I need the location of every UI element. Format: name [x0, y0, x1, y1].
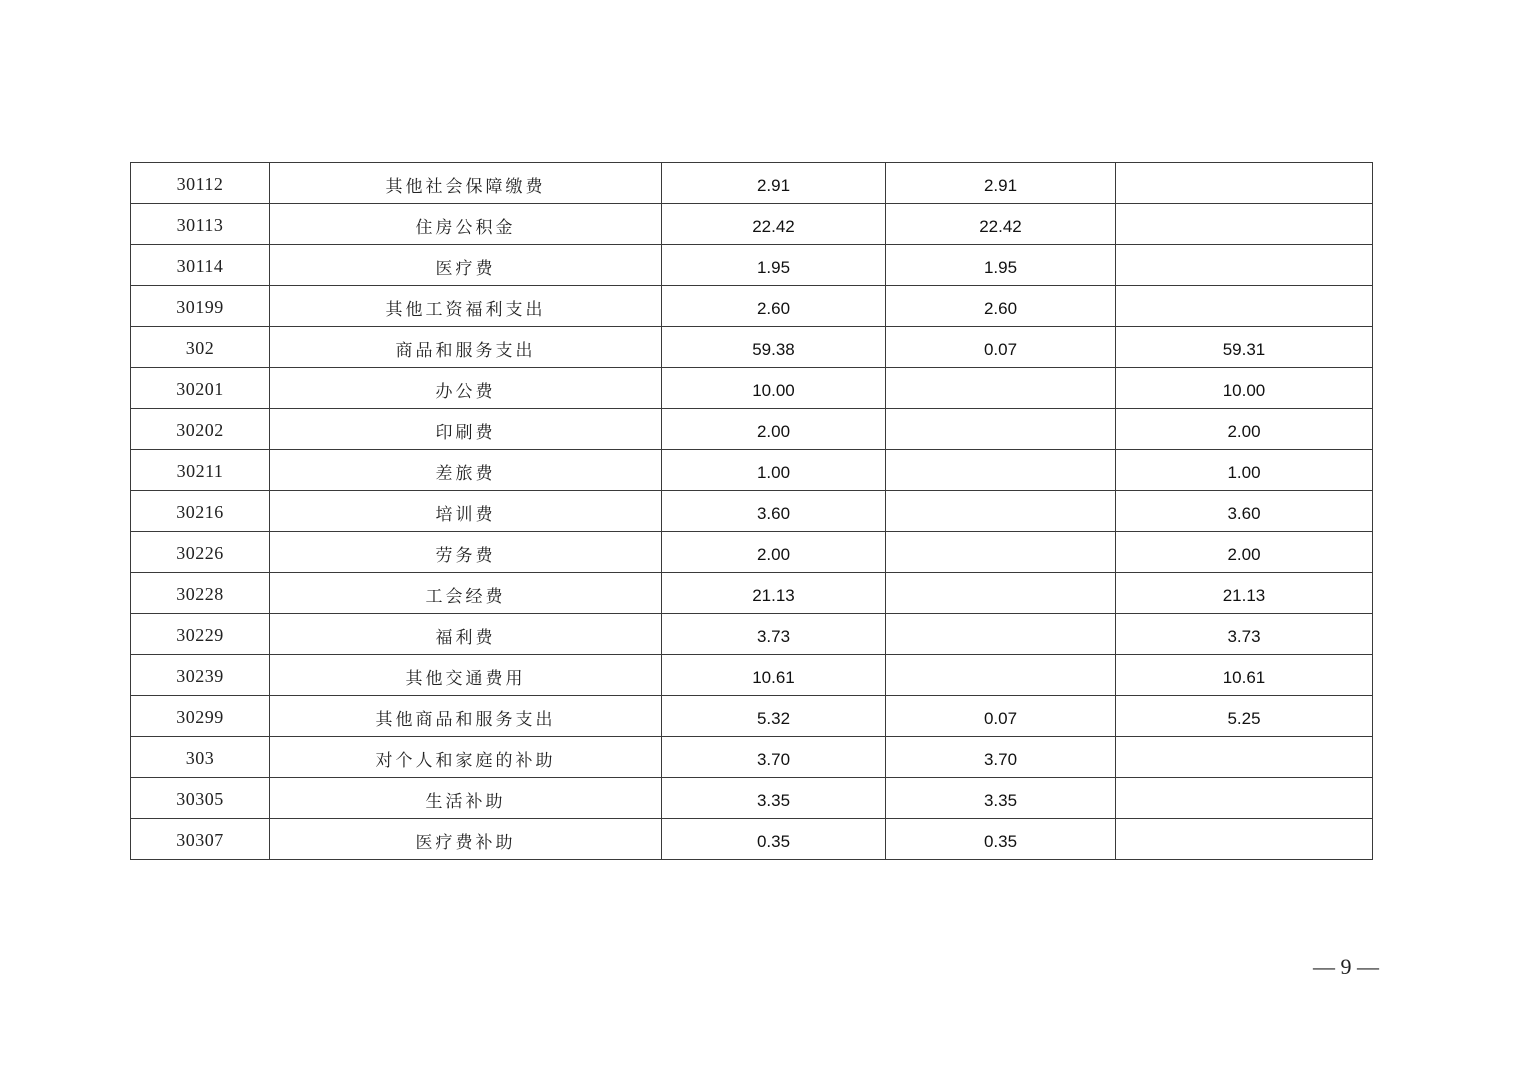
- cell-project-expenditure: [1116, 286, 1373, 327]
- table-row: [131, 163, 1373, 204]
- table-row: [131, 327, 1373, 368]
- cell-item-name: 印刷费: [270, 409, 662, 450]
- cell-total: 3.35: [662, 778, 886, 819]
- cell-basic-expenditure: 2.60: [886, 286, 1116, 327]
- cell-item-name: 办公费: [270, 368, 662, 409]
- table-row: [131, 778, 1373, 819]
- cell-basic-expenditure: [886, 655, 1116, 696]
- cell-project-expenditure: [1116, 163, 1373, 204]
- cell-economic-code: 30307: [131, 819, 270, 860]
- cell-project-expenditure: 3.73: [1116, 614, 1373, 655]
- cell-item-name: 其他交通费用: [270, 655, 662, 696]
- cell-item-name: 其他社会保障缴费: [270, 163, 662, 204]
- cell-basic-expenditure: 0.07: [886, 327, 1116, 368]
- cell-project-expenditure: [1116, 204, 1373, 245]
- table-row: [131, 532, 1373, 573]
- cell-total: 10.00: [662, 368, 886, 409]
- cell-basic-expenditure: 0.35: [886, 819, 1116, 860]
- cell-project-expenditure: [1116, 819, 1373, 860]
- cell-economic-code: 30113: [131, 204, 270, 245]
- cell-basic-expenditure: 1.95: [886, 245, 1116, 286]
- cell-total: 0.35: [662, 819, 886, 860]
- cell-item-name: 差旅费: [270, 450, 662, 491]
- cell-basic-expenditure: [886, 368, 1116, 409]
- cell-total: 3.73: [662, 614, 886, 655]
- cell-economic-code: 30226: [131, 532, 270, 573]
- cell-basic-expenditure: 3.70: [886, 737, 1116, 778]
- cell-economic-code: 30211: [131, 450, 270, 491]
- cell-total: 2.00: [662, 532, 886, 573]
- cell-item-name: 培训费: [270, 491, 662, 532]
- cell-basic-expenditure: [886, 614, 1116, 655]
- cell-economic-code: 30299: [131, 696, 270, 737]
- cell-item-name: 医疗费: [270, 245, 662, 286]
- cell-basic-expenditure: [886, 573, 1116, 614]
- cell-economic-code: 30229: [131, 614, 270, 655]
- cell-project-expenditure: 1.00: [1116, 450, 1373, 491]
- table-row: [131, 696, 1373, 737]
- cell-economic-code: 30201: [131, 368, 270, 409]
- cell-item-name: 工会经费: [270, 573, 662, 614]
- table-row: [131, 491, 1373, 532]
- cell-basic-expenditure: [886, 450, 1116, 491]
- cell-item-name: 其他商品和服务支出: [270, 696, 662, 737]
- table-row: [131, 245, 1373, 286]
- cell-project-expenditure: 3.60: [1116, 491, 1373, 532]
- budget-expenditure-table: [130, 162, 1373, 860]
- table-row: [131, 819, 1373, 860]
- cell-project-expenditure: 21.13: [1116, 573, 1373, 614]
- cell-economic-code: 302: [131, 327, 270, 368]
- table-row: [131, 409, 1373, 450]
- cell-project-expenditure: 5.25: [1116, 696, 1373, 737]
- cell-total: 1.00: [662, 450, 886, 491]
- cell-project-expenditure: [1116, 778, 1373, 819]
- cell-basic-expenditure: [886, 409, 1116, 450]
- cell-economic-code: 30112: [131, 163, 270, 204]
- cell-basic-expenditure: [886, 532, 1116, 573]
- table-row: [131, 368, 1373, 409]
- cell-total: 2.91: [662, 163, 886, 204]
- cell-basic-expenditure: 3.35: [886, 778, 1116, 819]
- table-row: [131, 737, 1373, 778]
- cell-economic-code: 30114: [131, 245, 270, 286]
- cell-project-expenditure: 2.00: [1116, 409, 1373, 450]
- cell-item-name: 其他工资福利支出: [270, 286, 662, 327]
- cell-basic-expenditure: [886, 491, 1116, 532]
- cell-total: 3.70: [662, 737, 886, 778]
- cell-total: 59.38: [662, 327, 886, 368]
- cell-total: 10.61: [662, 655, 886, 696]
- cell-total: 21.13: [662, 573, 886, 614]
- cell-item-name: 生活补助: [270, 778, 662, 819]
- cell-economic-code: 30305: [131, 778, 270, 819]
- cell-project-expenditure: 59.31: [1116, 327, 1373, 368]
- page-number: — 9 —: [1313, 954, 1379, 979]
- cell-basic-expenditure: 22.42: [886, 204, 1116, 245]
- table-row: [131, 614, 1373, 655]
- cell-economic-code: 30202: [131, 409, 270, 450]
- cell-item-name: 福利费: [270, 614, 662, 655]
- table-row: [131, 655, 1373, 696]
- cell-basic-expenditure: 2.91: [886, 163, 1116, 204]
- cell-item-name: 住房公积金: [270, 204, 662, 245]
- cell-project-expenditure: 10.00: [1116, 368, 1373, 409]
- cell-project-expenditure: 10.61: [1116, 655, 1373, 696]
- cell-economic-code: 303: [131, 737, 270, 778]
- cell-project-expenditure: 2.00: [1116, 532, 1373, 573]
- cell-basic-expenditure: 0.07: [886, 696, 1116, 737]
- cell-item-name: 商品和服务支出: [270, 327, 662, 368]
- cell-project-expenditure: [1116, 245, 1373, 286]
- table-body: [131, 163, 1373, 860]
- table-row: [131, 450, 1373, 491]
- table-row: [131, 573, 1373, 614]
- cell-total: 5.32: [662, 696, 886, 737]
- cell-total: 22.42: [662, 204, 886, 245]
- cell-total: 1.95: [662, 245, 886, 286]
- cell-total: 2.60: [662, 286, 886, 327]
- cell-economic-code: 30199: [131, 286, 270, 327]
- cell-economic-code: 30239: [131, 655, 270, 696]
- cell-total: 2.00: [662, 409, 886, 450]
- table-row: [131, 204, 1373, 245]
- cell-item-name: 对个人和家庭的补助: [270, 737, 662, 778]
- cell-item-name: 医疗费补助: [270, 819, 662, 860]
- cell-item-name: 劳务费: [270, 532, 662, 573]
- cell-economic-code: 30228: [131, 573, 270, 614]
- cell-total: 3.60: [662, 491, 886, 532]
- table-row: [131, 286, 1373, 327]
- cell-project-expenditure: [1116, 737, 1373, 778]
- cell-economic-code: 30216: [131, 491, 270, 532]
